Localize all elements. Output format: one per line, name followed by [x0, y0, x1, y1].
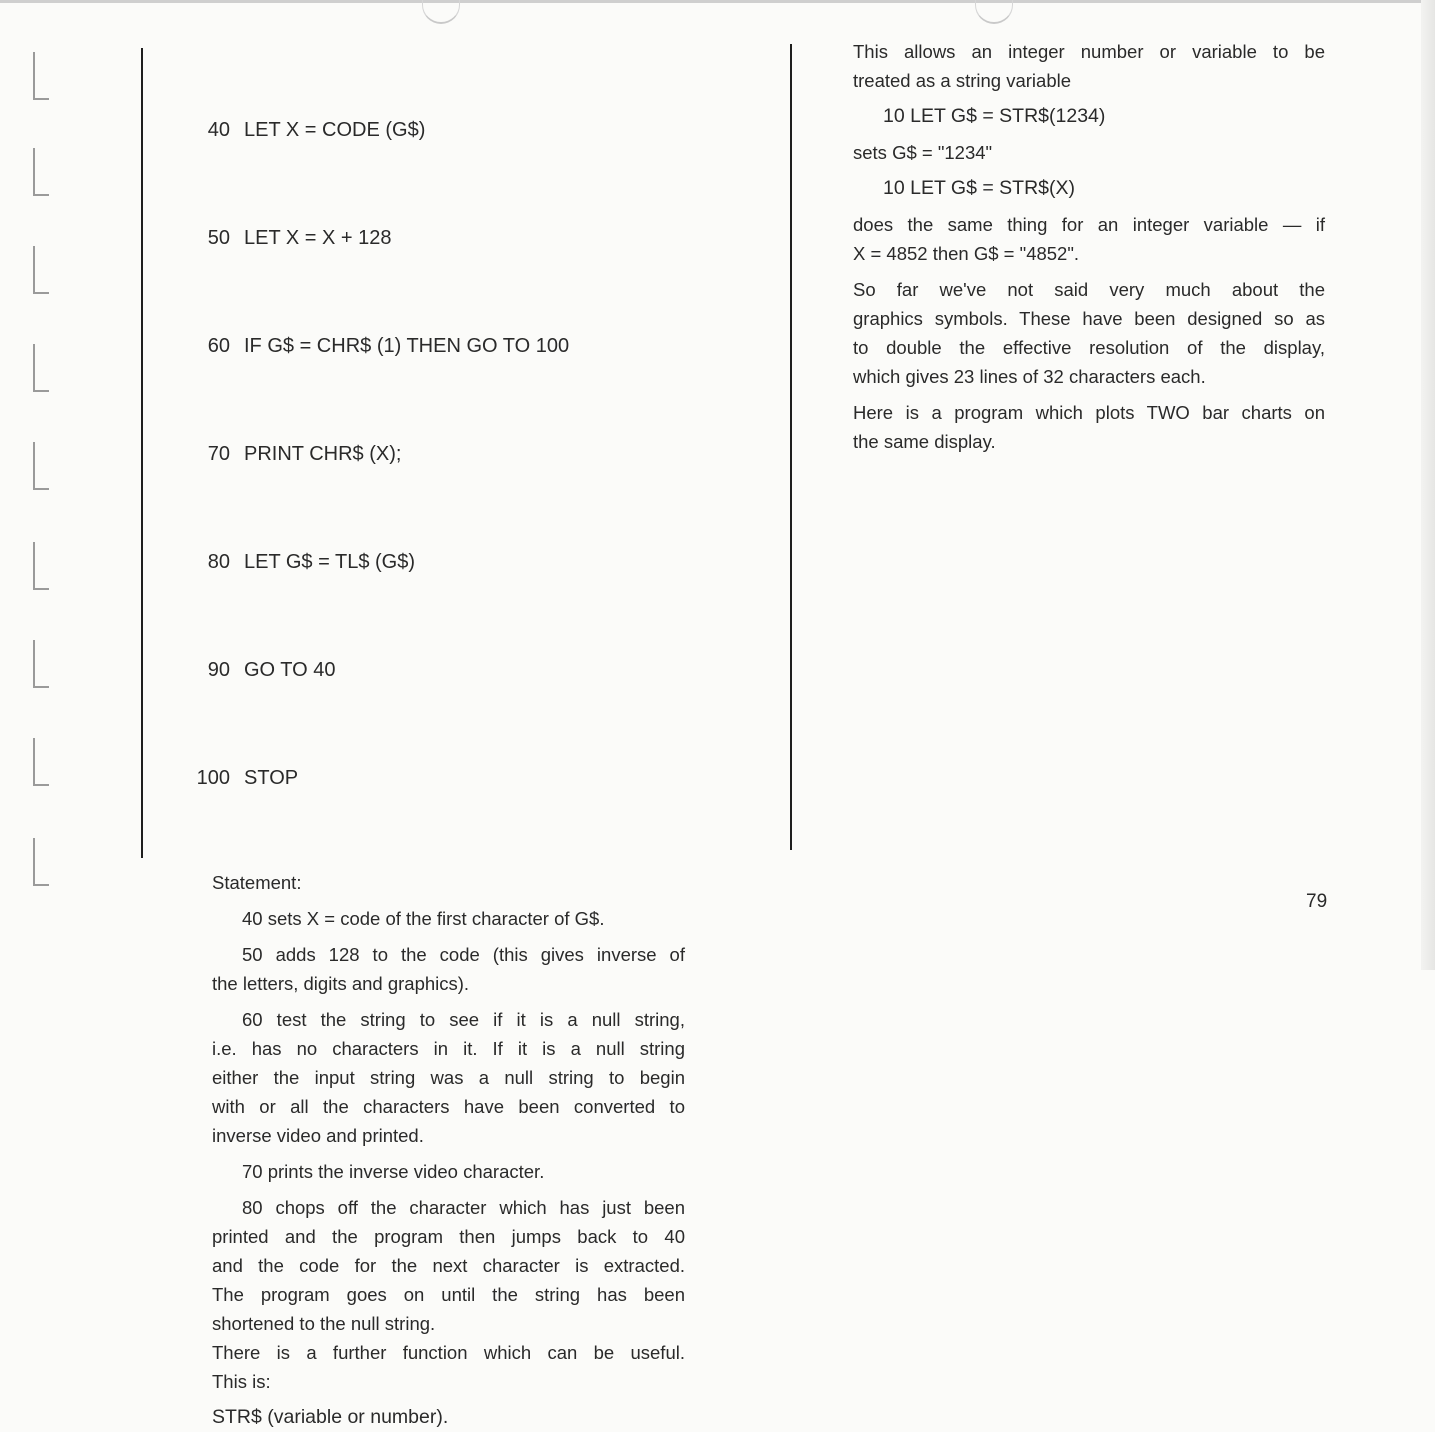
binding-mark	[33, 148, 35, 196]
intro-paragraph: This allows an integer number or variable to be treated as a string variable	[853, 41, 1325, 91]
bar-chart-program-paragraph: Here is a program which plots TWO bar charts on the same display.	[853, 402, 1325, 452]
code-line: 60 IF G$ = CHR$ (1) THEN GO TO 100	[207, 335, 570, 357]
binding-mark	[33, 640, 35, 688]
punch-hole	[422, 0, 460, 24]
statement-40: 40 sets X = code of the first character of G$.	[242, 908, 605, 929]
sets-result: sets G$ = "1234"	[853, 142, 993, 163]
left-column	[196, 40, 685, 1432]
binding-mark	[33, 52, 35, 100]
basic-program-listing	[182, 40, 685, 868]
page-number: 79	[1306, 891, 1328, 912]
statement-60: 60 test the string to see if it is a null string, i.e. has no characters in it. If it is a null string either the input string was a null string to begin with or all the characters have been converted to inverse video and printed.	[212, 1009, 685, 1146]
page-right-edge	[1421, 0, 1435, 970]
code-line: 90 GO TO 40	[207, 659, 336, 681]
integer-variable-paragraph: does the same thing for an integer variable — if X = 4852 then G$ = "4852".	[853, 214, 1325, 264]
binding-mark	[33, 246, 35, 294]
punch-hole	[975, 0, 1013, 24]
binding-mark	[33, 738, 35, 786]
code-line: 100 STOP	[196, 767, 299, 789]
code-line: 40 LET X = CODE (G$)	[207, 119, 426, 141]
binding-mark	[33, 344, 35, 392]
binding-mark	[33, 542, 35, 590]
binding-mark	[33, 838, 35, 886]
code-line: 80 LET G$ = TL$ (G$)	[207, 551, 416, 573]
graphics-paragraph: So far we've not said very much about the graphics symbols. These have been designed so as to double the effective resolution of the display, which gives 23 lines of 32 characters each.	[853, 279, 1325, 387]
right-column-rule	[790, 44, 792, 850]
example-str-x: 10 LET G$ = STR$(X)	[883, 177, 1076, 199]
code-line: 50 LET X = X + 128	[207, 227, 392, 249]
statement-80: 80 chops off the character which has just been printed and the program then jumps back to 40 and the code for the next character is extracted. The program goes on until the string has been shortened to the null string.	[212, 1197, 685, 1334]
str-function-syntax: STR$ (variable or number).	[212, 1406, 449, 1428]
right-column	[853, 37, 1325, 456]
page-top-edge	[0, 0, 1435, 3]
left-column-rule	[141, 48, 143, 858]
example-str-1234: 10 LET G$ = STR$(1234)	[883, 105, 1106, 127]
statement-70: 70 prints the inverse video character.	[242, 1161, 545, 1182]
binding-mark	[33, 442, 35, 490]
statement-50: 50 adds 128 to the code (this gives inverse of the letters, digits and graphics).	[212, 944, 685, 994]
statement-heading: Statement:	[212, 872, 302, 893]
further-function-paragraph: There is a further function which can be useful. This is:	[212, 1342, 685, 1392]
code-line: 70 PRINT CHR$ (X);	[207, 443, 402, 465]
